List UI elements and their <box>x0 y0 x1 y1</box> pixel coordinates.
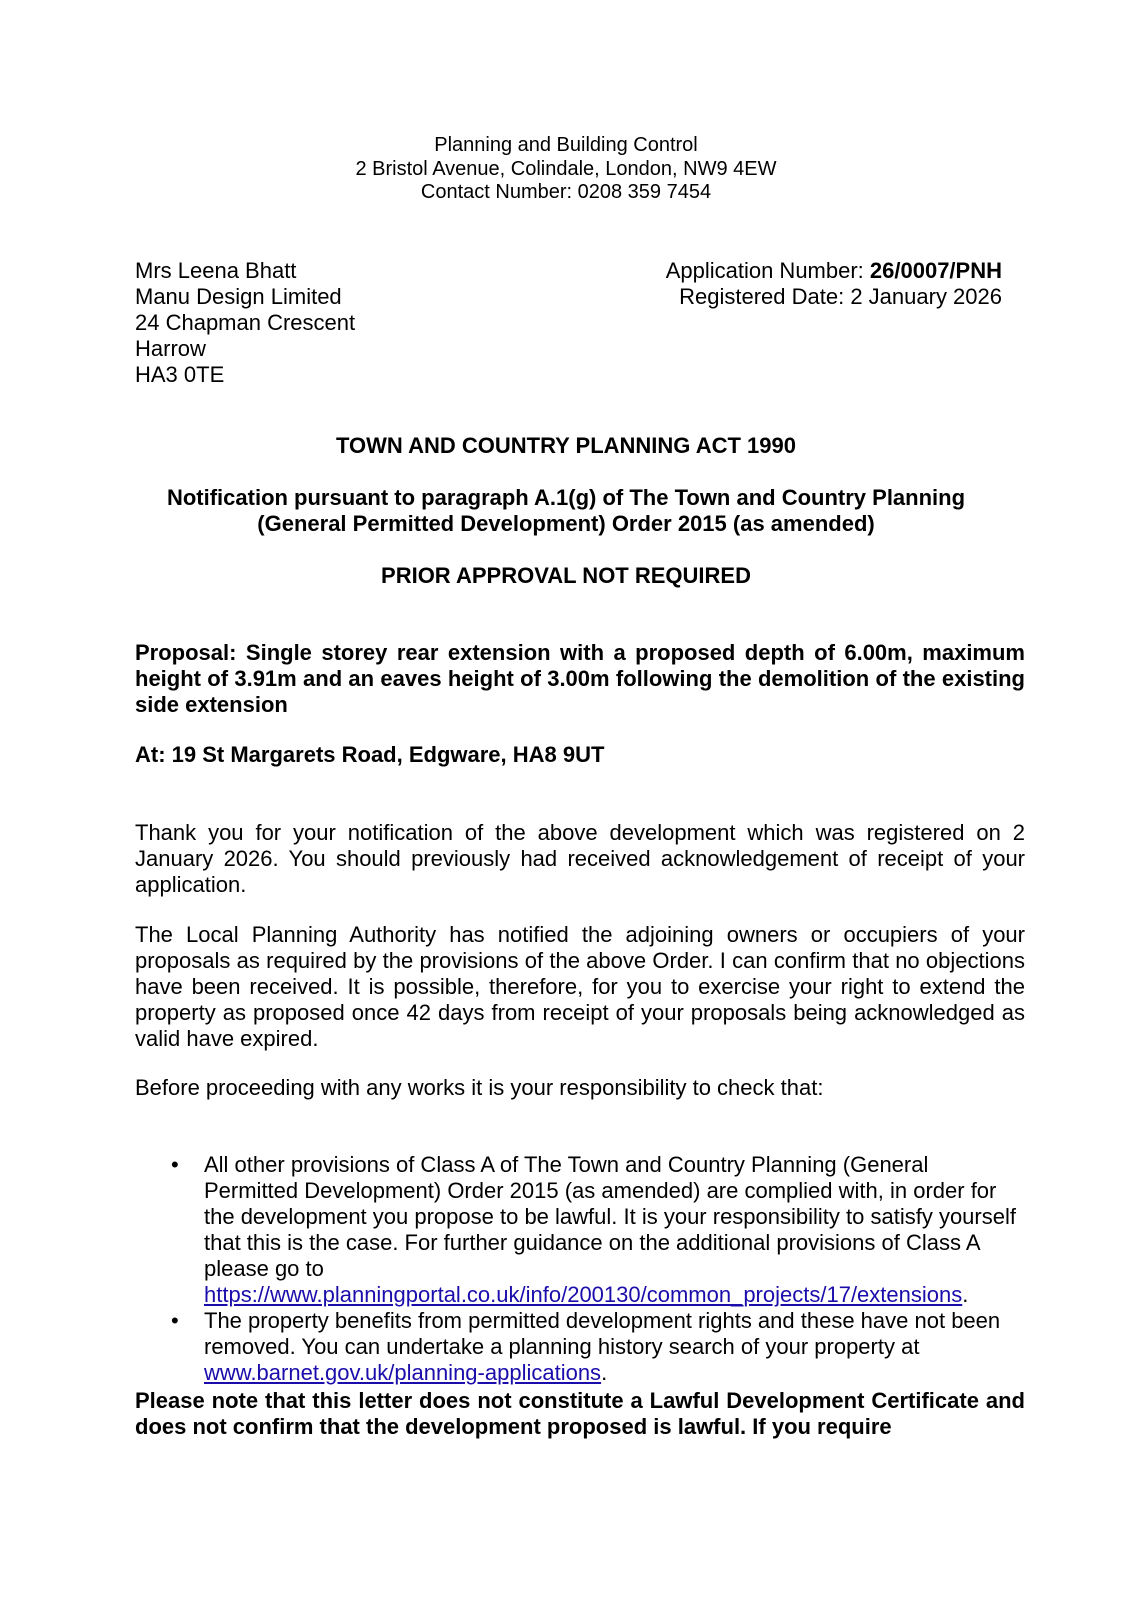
department-address: 2 Bristol Avenue, Colindale, London, NW9 4EW <box>355 157 777 180</box>
letterhead <box>0 134 1132 205</box>
notification-heading <box>0 485 1132 537</box>
recipient-postcode: HA3 0TE <box>135 362 225 387</box>
notification-line-1: Notification pursuant to paragraph A.1(g) of The Town and Country Planning <box>166 485 966 510</box>
bullet-2-text: The property benefits from permitted development rights and these have not been removed. You can undertake a planning history search of your property at <box>204 1308 1001 1359</box>
list-item <box>135 1308 1025 1386</box>
bullet-1-period: . <box>962 1282 969 1307</box>
bullet-1-text: All other provisions of Class A of The Town and Country Planning (General Permitted Development) Order 2015 (as amended) are complied with, in order for the development you propose to be lawful. It is your responsibility to satisfy yourself that this is the case. For further guidance on the additional provisions of Class A please go to <box>204 1152 1016 1281</box>
recipient-town: Harrow <box>135 336 206 361</box>
recipient-street: 24 Chapman Crescent <box>135 310 356 335</box>
bullet-2-period: . <box>601 1360 608 1385</box>
barnet-planning-link[interactable]: www.barnet.gov.uk/planning-applications <box>204 1360 602 1385</box>
site-address: At: 19 St Margarets Road, Edgware, HA8 9UT <box>135 742 605 767</box>
registered-date: Registered Date: 2 January 2026 <box>679 284 1002 309</box>
application-number: 26/0007/PNH <box>869 258 1002 283</box>
department-name: Planning and Building Control <box>434 134 698 156</box>
notification-line-2: (General Permitted Development) Order 2015 (as amended) <box>257 511 875 536</box>
application-number-line <box>666 258 1002 284</box>
paragraph-acknowledgement: Thank you for your notification of the above development which was registered on 2 January 2026. You should previously had received acknowledgement of receipt of your application. <box>135 820 1025 897</box>
proposal-text: Proposal: Single storey rear extension with a proposed depth of 6.00m, maximum height of 3.91m and an eaves height of 3.00m following the demolition of the existing side extension <box>135 640 1025 717</box>
responsibility-list <box>135 1152 1025 1386</box>
recipient-company: Manu Design Limited <box>135 284 342 309</box>
recipient-name: Mrs Leena Bhatt <box>135 258 297 283</box>
application-info <box>666 258 1002 310</box>
recipient-address <box>135 258 355 388</box>
application-number-label: Application Number: <box>665 258 870 283</box>
act-title: TOWN AND COUNTRY PLANNING ACT 1990 <box>335 433 796 458</box>
paragraph-no-objections: The Local Planning Authority has notified the adjoining owners or occupiers of your proposals as required by the provisions of the above Order. I can confirm that no objections have been received. It is possible, therefore, for you to exercise your right to extend the property as proposed once 42 days from receipt of your proposals being acknowledged as valid have expired. <box>135 922 1025 1051</box>
bullet-glyph: • <box>171 1152 179 1177</box>
contact-number: Contact Number: 0208 359 7454 <box>420 181 712 203</box>
list-item <box>135 1152 1025 1308</box>
lawful-certificate-note: Please note that this letter does not constitute a Lawful Development Certificate and does not confirm that the development proposed is lawful. If you require <box>135 1388 1025 1439</box>
paragraph-check-intro: Before proceeding with any works it is your responsibility to check that: <box>135 1075 824 1100</box>
decision-heading: PRIOR APPROVAL NOT REQUIRED <box>381 563 751 588</box>
planning-portal-link[interactable]: https://www.planningportal.co.uk/info/200130/common_projects/17/extensions <box>204 1282 963 1307</box>
bullet-glyph: • <box>171 1308 179 1333</box>
